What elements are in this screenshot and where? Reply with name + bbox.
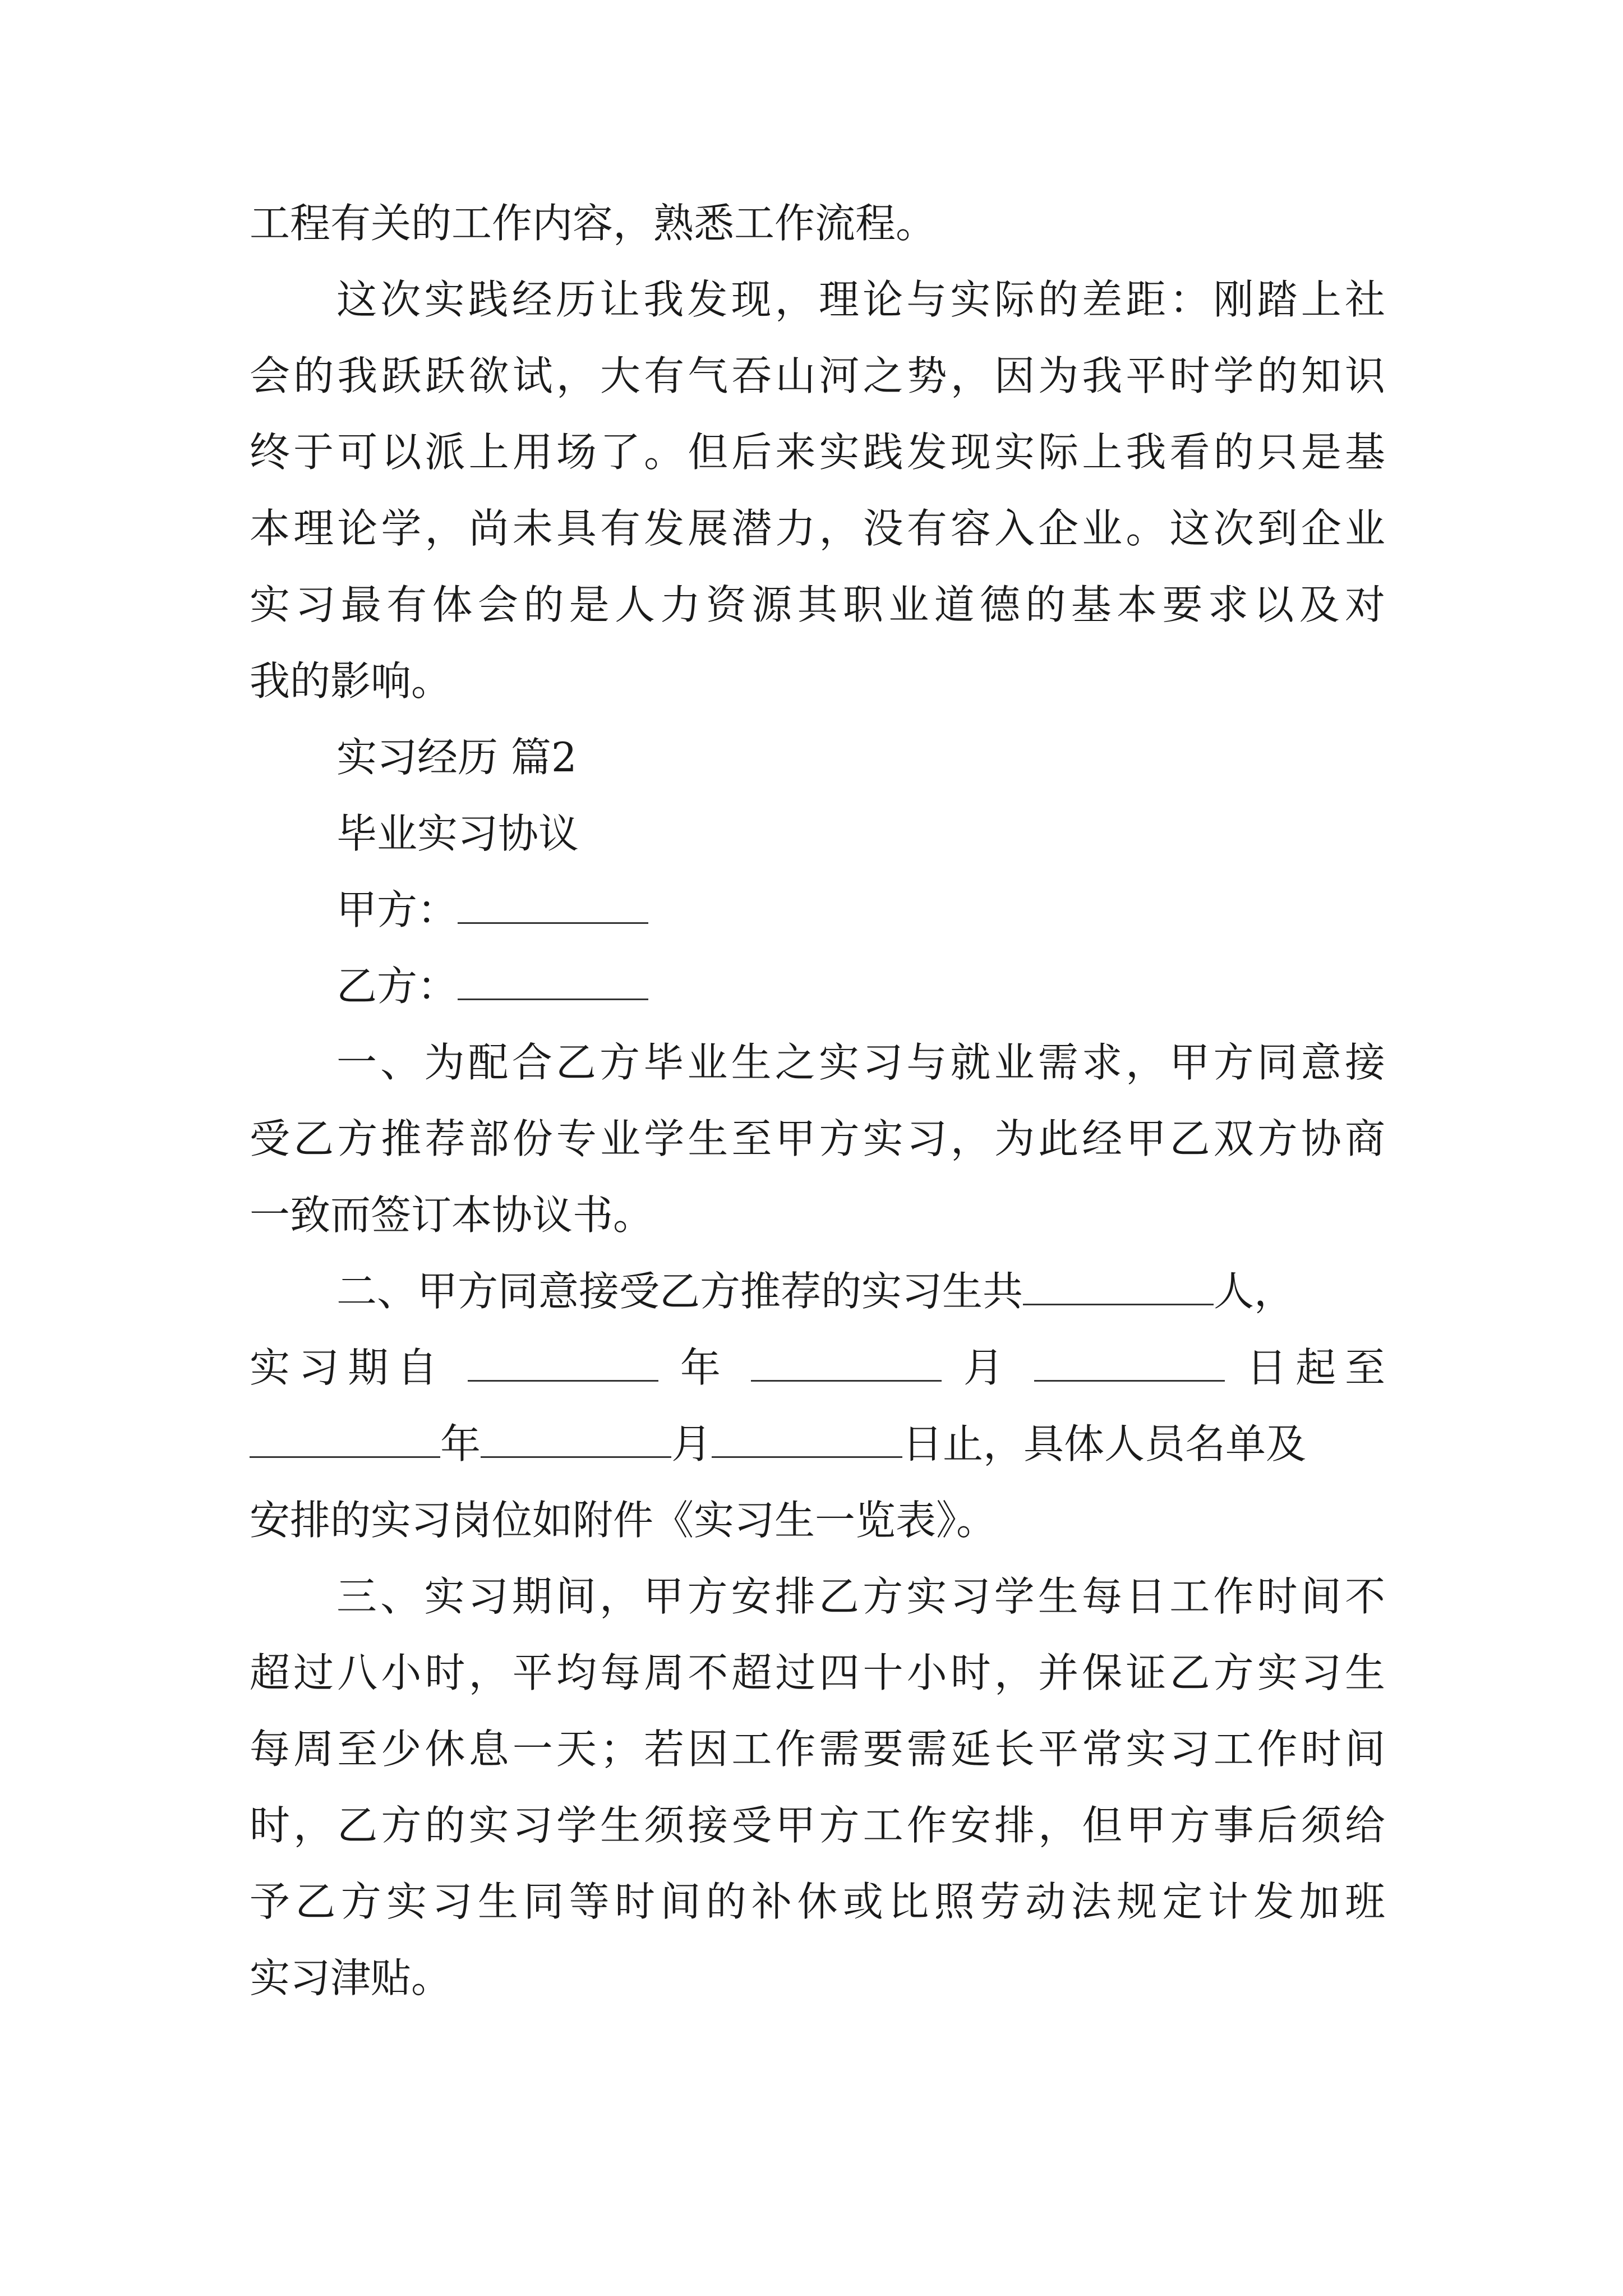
text-segment: 日起至 (1246, 1344, 1385, 1391)
start-day-blank (1034, 1346, 1225, 1382)
party-a-line (250, 872, 1385, 948)
party-a-blank (458, 889, 648, 924)
intern-count-line (250, 1253, 1385, 1329)
party-b-label: 乙方： (336, 963, 458, 1010)
start-year-blank (468, 1346, 658, 1382)
text-segment: 月 (963, 1344, 1013, 1391)
agreement-title: 毕业实习协议 (336, 810, 579, 857)
period-start-line (250, 1329, 1385, 1406)
text-line: 本理论学，尚未具有发展潜力，没有容入企业。这次到企业 (250, 505, 1385, 552)
period-end-line (250, 1406, 1385, 1482)
text-line: 实习最有体会的是人力资源其职业道德的基本要求以及对 (250, 581, 1385, 628)
text-segment: 年 (680, 1344, 730, 1391)
text-line: 予乙方实习生同等时间的补休或比照劳动法规定计发加班 (250, 1878, 1385, 1925)
party-b-line (250, 948, 1385, 1024)
text-line: 超过八小时，平均每周不超过四十小时，并保证乙方实习生 (250, 1649, 1385, 1696)
text-line: 终于可以派上用场了。但后来实践发现实际上我看的只是基 (250, 429, 1385, 476)
end-month-blank (481, 1423, 671, 1458)
text-line: 工程有关的工作内容，熟悉工作流程。 (250, 200, 937, 247)
text-line: 三、实习期间，甲方安排乙方实习学生每日工作时间不 (336, 1573, 1385, 1620)
end-day-blank (712, 1423, 902, 1458)
text-segment: 月 (671, 1420, 712, 1467)
text-line: 会的我跃跃欲试，大有气吞山河之势，因为我平时学的知识 (250, 352, 1385, 399)
section-heading: 实习经历 篇2 (336, 734, 577, 781)
text-segment: 二、甲方同意接受乙方推荐的实习生共 (336, 1268, 1023, 1315)
text-line: 这次实践经历让我发现，理论与实际的差距：刚踏上社 (336, 276, 1385, 323)
start-month-blank (751, 1346, 942, 1382)
intern-count-blank (1023, 1270, 1214, 1305)
text-segment: 年 (440, 1420, 481, 1467)
text-segment: 人， (1214, 1268, 1295, 1315)
text-line: 安排的实习岗位如附件《实习生一览表》。 (250, 1497, 997, 1544)
text-line: 一致而签订本协议书。 (250, 1191, 654, 1239)
text-line: 一、为配合乙方毕业生之实习与就业需求，甲方同意接 (336, 1039, 1385, 1086)
text-line: 实习津贴。 (250, 1954, 452, 2001)
text-line: 受乙方推荐部份专业学生至甲方实习，为此经甲乙双方协商 (250, 1115, 1385, 1162)
text-line: 我的影响。 (250, 657, 452, 705)
text-segment: 实习期自 (250, 1344, 446, 1391)
end-year-blank (250, 1423, 440, 1458)
text-line: 时，乙方的实习学生须接受甲方工作安排，但甲方事后须给 (250, 1802, 1385, 1849)
party-b-blank (458, 965, 648, 1000)
text-line: 每周至少休息一天；若因工作需要需延长平常实习工作时间 (250, 1726, 1385, 1773)
party-a-label: 甲方： (336, 886, 458, 933)
document-body (250, 185, 1385, 2016)
text-segment: 日止，具体人员名单及 (902, 1420, 1307, 1467)
